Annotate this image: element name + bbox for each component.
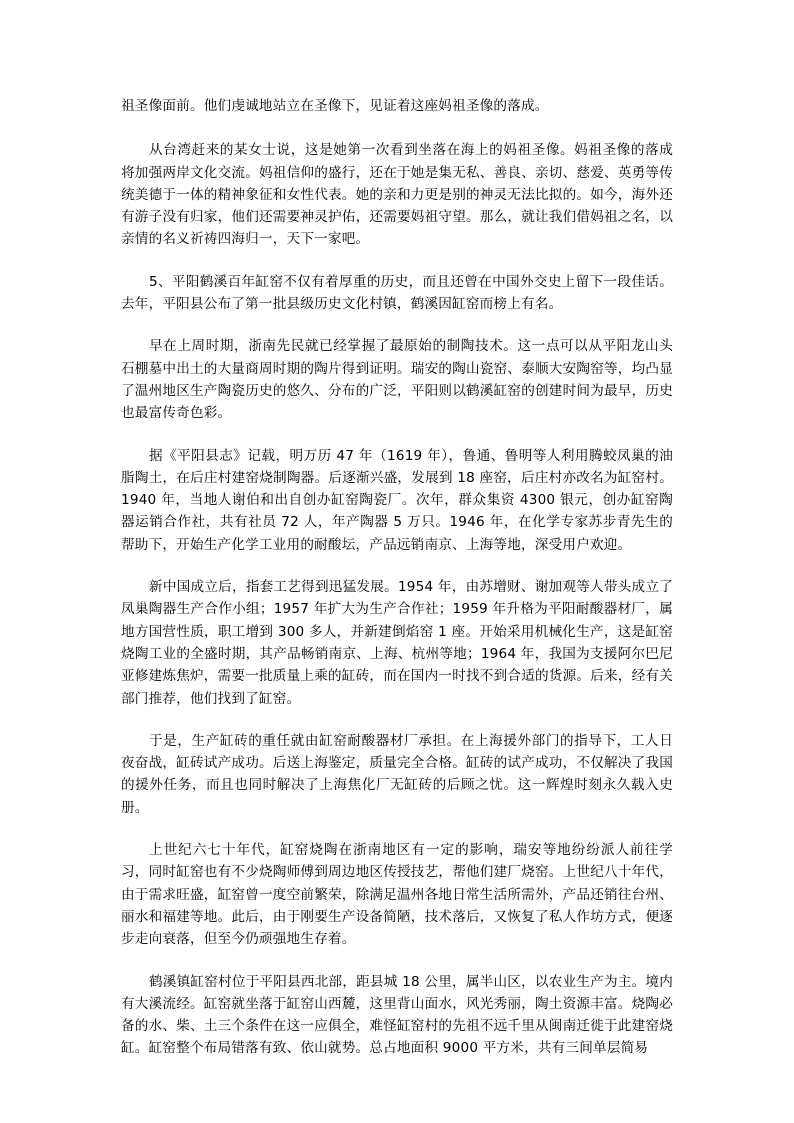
paragraph-village-location: 鹤溪镇缸窑村位于平阳县西北部，距县城 18 公里，属半山区，以农业生产为主。境内有大溪流经。缸窑就坐落于缸窑山西麓，这里背山面水，风光秀丽，陶土资源丰富。烧陶必备的水、柴、土三个条件在这一应俱全，难怪缸窑村的先祖不远千里从闽南迁徙于此建窑烧缸。缸窑整个布局错落有致、依山就势。总占地面积 9000 平方米，共有三间单层简易 <box>121 973 673 1057</box>
paragraph-new-china: 新中国成立后，指套工艺得到迅猛发展。1954 年，由苏增财、谢加观等人带头成立了凤巢陶器生产合作小组；1957 年扩大为生产合作社；1959 年升格为平阳耐酸器材厂，属地方国营性质，职工增到 300 多人，并新建倒焰窑 1 座。开始采用机械化生产，这是缸窑烧陶工业的全盛时期，其产品畅销南京、上海、杭州等地；1964 年，我国为支援阿尔巴尼亚修建炼焦炉，需要一批质量上乘的缸砖，而在国内一时找不到合适的货源。后来，经有关部门推荐，他们找到了缸窑。 <box>121 579 673 707</box>
paragraph-sixties-eighties: 上世纪六七十年代，缸窑烧陶在浙南地区有一定的影响，瑞安等地纷纷派人前往学习，同时缸窑也有不少烧陶师傅到周边地区传授技艺，帮他们建厂烧窑。上世纪八十年代，由于需求旺盛，缸窑曾一度空前繁荣，除满足温州各地日常生活所需外，产品还销往台州、丽水和福建等地。此后，由于刚要生产设备简陋，技术落后，又恢复了私人作坊方式，便逐步走向衰落，但至今仍顽强地生存着。 <box>121 842 673 948</box>
paragraph-taiwan-visitor: 从台湾赶来的某女士说，这是她第一次看到坐落在海上的妈祖圣像。妈祖圣像的落成将加强两岸文化交流。妈祖信仰的盛行，还在于她是集无私、善良、亲切、慈爱、英勇等传统美德于一体的精神象征和女性代表。她的亲和力更是别的神灵无法比拟的。如今，海外还有游子没有归家，他们还需要神灵护佑，还需要妈祖守望。那么，就让我们借妈祖之名，以亲情的名义祈祷四海归一，天下一家吧。 <box>121 142 673 248</box>
paragraph-bricks: 于是，生产缸砖的重任就由缸窑耐酸器材厂承担。在上海援外部门的指导下，工人日夜奋战，缸砖试产成功。后送上海鉴定，质量完全合格。缸砖的试产成功，不仅解决了我国的援外任务，而且也同时解决了上海焦化厂无缸砖的后顾之忧。这一辉煌时刻永久载入史册。 <box>121 732 673 816</box>
paragraph-heading-hexi-kiln: 5、平阳鹤溪百年缸窑不仅有着厚重的历史，而且还曾在中国外交史上留下一段佳话。去年，平阳县公布了第一批县级历史文化村镇，鹤溪因缸窑而榜上有名。 <box>121 273 673 313</box>
paragraph-early-pottery: 早在上周时期，浙南先民就已经掌握了最原始的制陶技术。这一点可以从平阳龙山头石棚墓中出土的大量商周时期的陶片得到证明。瑞安的陶山瓷窑、泰顺大安陶窑等，均凸显了温州地区生产陶瓷历史的悠久、分布的广泛，平阳则以鹤溪缸窑的创建时间为最早，历史也最富传奇色彩。 <box>121 338 673 422</box>
document-body <box>121 95 673 1080</box>
paragraph-continuation: 祖圣像面前。他们虔诚地站立在圣像下，见证着这座妈祖圣像的落成。 <box>121 98 549 114</box>
paragraph-county-records: 据《平阳县志》记载，明万历 47 年（1619 年），鲁通、鲁明等人利用腾蛟凤巢的油脂陶土，在后庄村建窑烧制陶器。后逐渐兴盛，发展到 18 座窑，后庄村亦改名为缸窑村。1940 年，当地人谢伯和出自创办缸窑陶瓷厂。次年，群众集资 4300 银元，创办缸窑陶器运销合作社，共有社员 72 人，年产陶器 5 万只。1946 年，在化学专家苏步青先生的帮助下，开始生产化学工业用的耐酸坛，产品远销南京、上海等地，深受用户欢迎。 <box>121 447 673 553</box>
